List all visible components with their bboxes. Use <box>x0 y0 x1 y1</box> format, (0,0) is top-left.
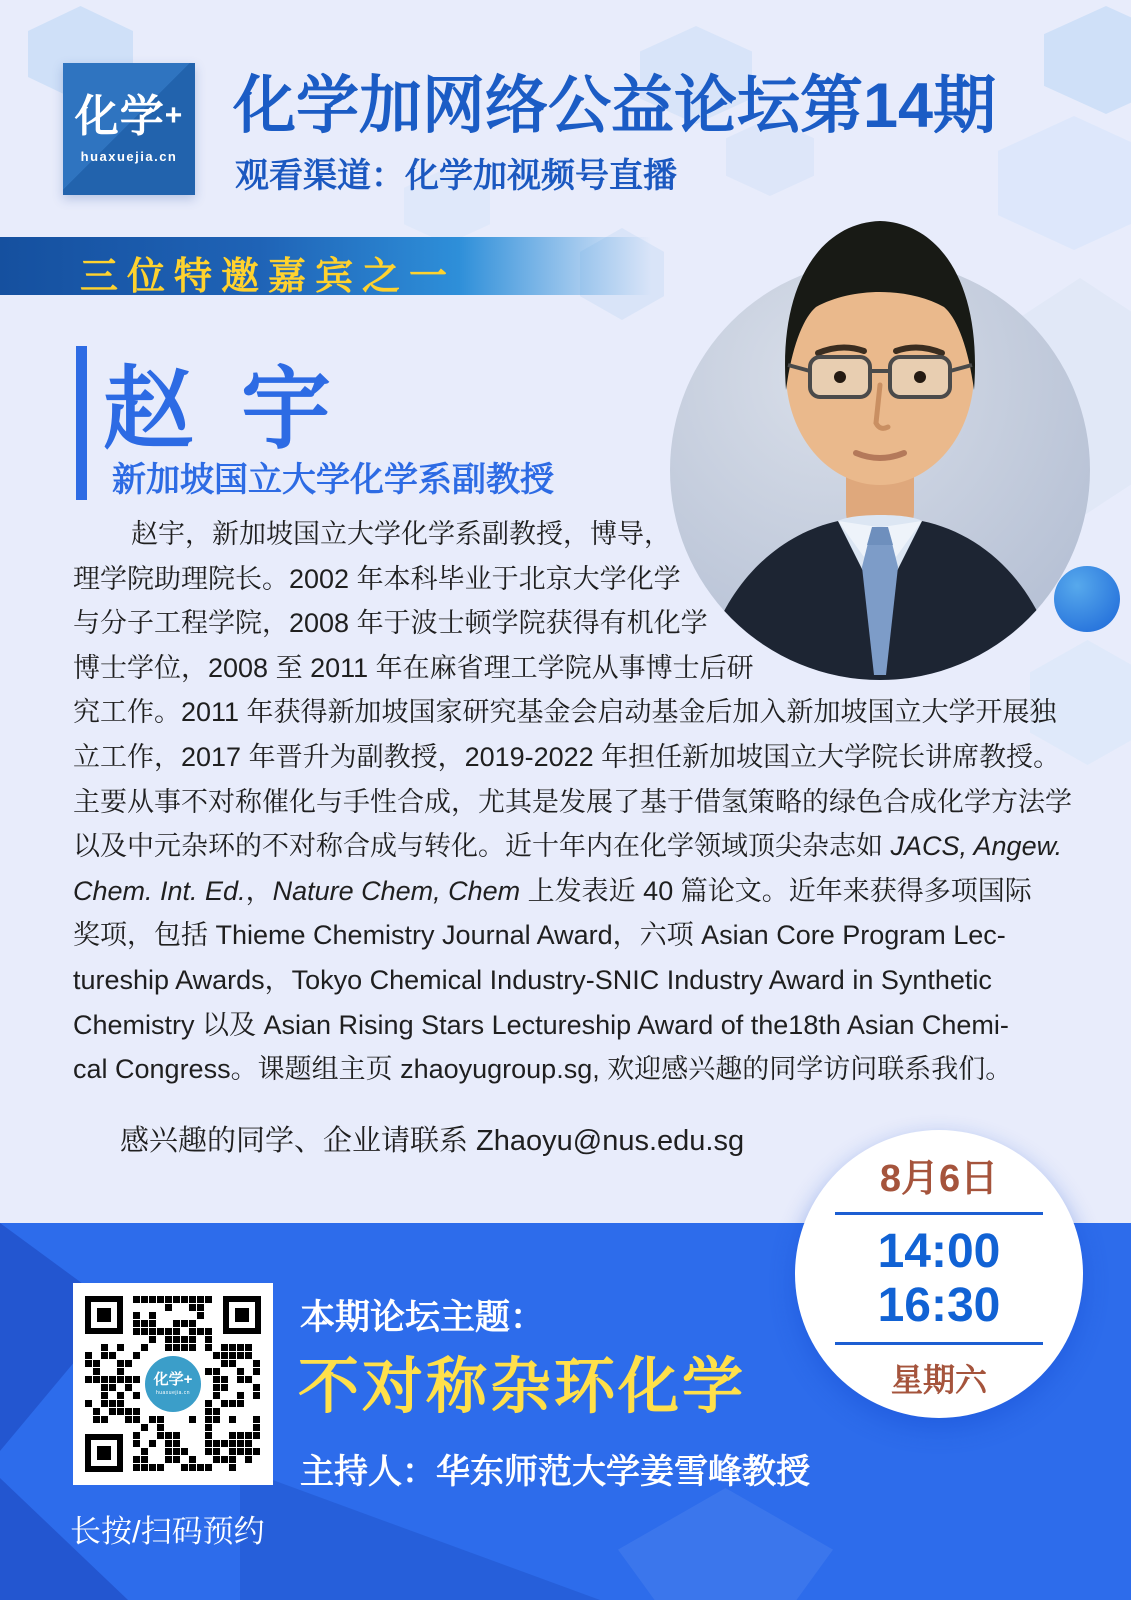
schedule-date: 8月6日 <box>879 1157 999 1200</box>
guest-role: 新加坡国立大学化学系副教授 <box>112 461 554 499</box>
schedule-end-time: 16:30 <box>877 1278 1001 1332</box>
bio-line: 主要从事不对称催化与手性合成，尤其是发展了基于借氢策略的绿色合成化学方法学 <box>73 786 1072 817</box>
logo-plus-icon: + <box>164 98 184 132</box>
bio-line: 博士学位，2008 至 2011 年在麻省理工学院从事博士后研 <box>73 652 754 683</box>
bio-line: 理学院助理院长。2002 年本科毕业于北京大学化学 <box>73 563 681 594</box>
guest-biography <box>73 512 1073 1092</box>
qr-pattern <box>85 1296 261 1472</box>
schedule-weekday: 星期六 <box>890 1362 987 1399</box>
qr-finder-icon <box>85 1434 123 1472</box>
divider <box>835 1342 1043 1345</box>
contact-line: 感兴趣的同学、企业请联系 Zhaoyu@nus.edu.sg <box>120 1125 745 1157</box>
watch-channel-subtitle: 观看渠道：化学加视频号直播 <box>235 157 677 195</box>
qr-logo-text: 化学+ <box>153 1371 193 1388</box>
bio-line: Chemistry 以及 Asian Rising Stars Lectureship Award of the18th Asian Chemi- <box>73 1009 1009 1040</box>
host-line: 主持人：华东师范大学姜雪峰教授 <box>300 1453 810 1491</box>
qr-code[interactable] <box>73 1283 273 1485</box>
guest-ribbon-label: 三位特邀嘉宾之一 <box>80 256 457 298</box>
qr-finder-icon <box>85 1296 123 1334</box>
bio-line: 以及中元杂环的不对称合成与转化。近十年内在化学领域顶尖杂志如 JACS, Angew. <box>73 831 1063 862</box>
bio-line: 赵宇，新加坡国立大学化学系副教授，博导， <box>131 519 671 549</box>
page-title: 化学加网络公益论坛第14期 <box>233 71 997 141</box>
schedule-badge <box>795 1130 1083 1418</box>
qr-finder-icon <box>223 1296 261 1334</box>
guest-ribbon <box>0 237 740 298</box>
bio-line: 与分子工程学院，2008 年于波士顿学院获得有机化学 <box>73 608 708 639</box>
qr-caption: 长按/扫码预约 <box>70 1514 265 1549</box>
topic-label: 本期论坛主题： <box>300 1298 546 1337</box>
schedule-start-time: 14:00 <box>877 1224 1001 1278</box>
bio-line: cal Congress。课题组主页 zhaoyugroup.sg, 欢迎感兴趣的同学访问联系我们。 <box>73 1054 1013 1085</box>
bio-line: 究工作。2011 年获得新加坡国家研究基金会启动基金后加入新加坡国立大学开展独 <box>73 697 1057 728</box>
bio-line: 立工作，2017 年晋升为副教授，2019-2022 年担任新加坡国立大学院长讲席教授。 <box>73 741 1061 772</box>
logo-domain: huaxuejia.cn <box>80 148 178 164</box>
logo-text: 化学+ <box>74 91 184 141</box>
hexagon-decoration <box>1044 6 1131 114</box>
bio-line: Chem. Int. Ed.，Nature Chem, Chem 上发表近 40 篇论文。近年来获得多项国际 <box>73 875 1032 906</box>
bio-line: tureship Awards，Tokyo Chemical Industry-SNIC Industry Award in Synthetic <box>73 964 992 995</box>
qr-center-logo <box>145 1356 201 1412</box>
name-accent-bar <box>76 346 87 500</box>
topic-title: 不对称杂环化学 <box>298 1352 747 1420</box>
huaxuejia-logo <box>63 63 195 195</box>
qr-logo-domain: huaxuejia.cn <box>155 1390 191 1396</box>
bio-line: 奖项，包括 Thieme Chemistry Journal Award，六项 Asian Core Program Lec- <box>73 920 1006 951</box>
divider <box>835 1212 1043 1215</box>
guest-name: 赵 宇 <box>103 360 331 460</box>
